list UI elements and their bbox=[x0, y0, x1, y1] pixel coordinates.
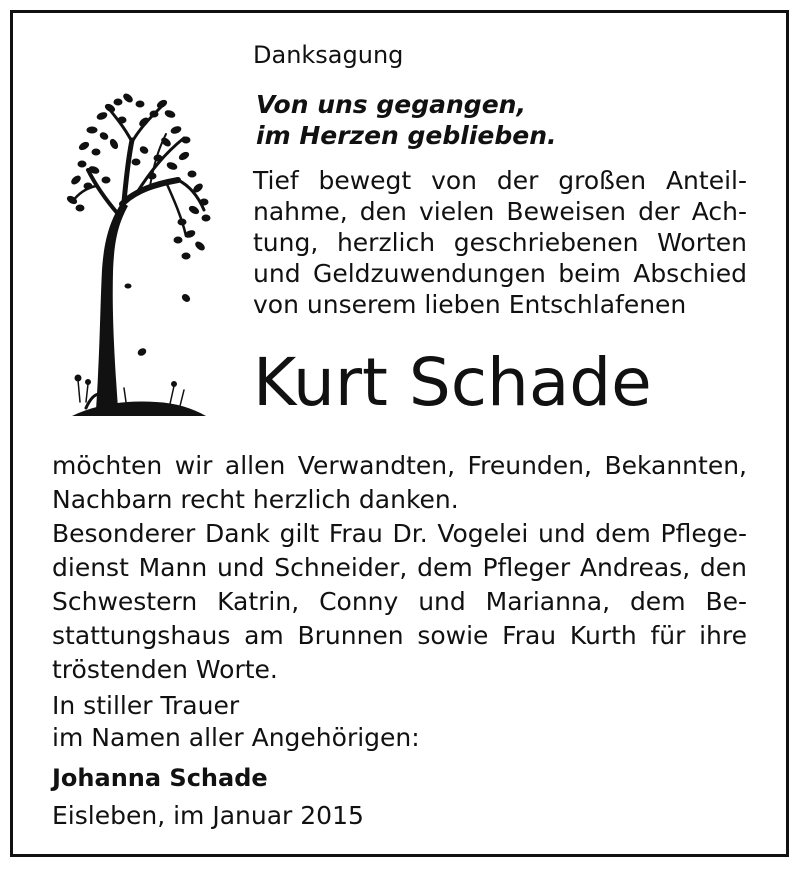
body-line: tröstenden Worte. bbox=[52, 655, 278, 684]
body-line: Schwestern Katrin, Conny und Marianna, dem Be- bbox=[52, 587, 747, 616]
intro-line: nahme, den vielen Beweisen der Ach- bbox=[253, 197, 747, 226]
body-line: stattungshaus am Brunnen sowie Frau Kurth für ihre bbox=[52, 621, 747, 650]
closing-line: im Namen aller Angehörigen: bbox=[52, 723, 420, 752]
signer-name: Johanna Schade bbox=[52, 764, 268, 792]
deceased-name: Kurt Schade bbox=[253, 344, 652, 421]
body-paragraph bbox=[52, 449, 747, 687]
motto-line: Von uns gegangen, bbox=[256, 90, 526, 119]
place-date: Eisleben, im Januar 2015 bbox=[52, 801, 364, 830]
motto bbox=[256, 89, 557, 151]
body-line: möchten wir allen Verwandten, Freunden, Bekannten, bbox=[52, 451, 747, 480]
closing-lines bbox=[52, 690, 420, 754]
intro-line: von unserem lieben Entschlafenen bbox=[253, 290, 687, 319]
body-line: Besonderer Dank gilt Frau Dr. Vogelei und dem Pflege- bbox=[52, 519, 747, 548]
motto-line: im Herzen geblieben. bbox=[256, 121, 557, 150]
intro-paragraph bbox=[253, 165, 747, 320]
notice-heading: Danksagung bbox=[253, 41, 404, 69]
closing-line: In stiller Trauer bbox=[52, 691, 240, 720]
intro-line: tung, herzlich geschriebenen Worten bbox=[253, 228, 747, 257]
intro-line: und Geldzuwendungen beim Abschied bbox=[253, 259, 747, 288]
body-line: dienst Mann und Schneider, dem Pfleger Andreas, den bbox=[52, 553, 747, 582]
intro-line: Tief bewegt von der großen Anteil- bbox=[253, 166, 747, 195]
tree-illustration-icon bbox=[66, 90, 214, 420]
body-line: Nachbarn recht herzlich danken. bbox=[52, 485, 459, 514]
